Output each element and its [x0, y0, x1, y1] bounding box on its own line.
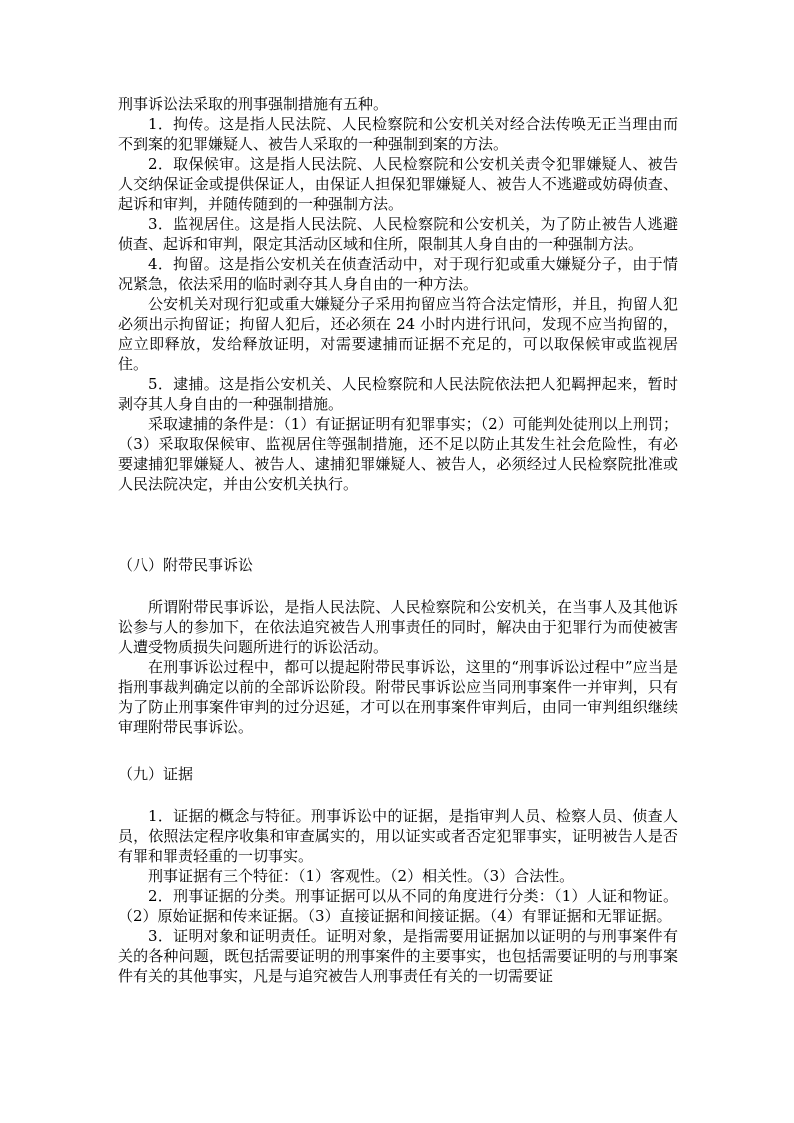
paragraph-evidence-features: 刑事证据有三个特征：（1）客观性。（2）相关性。（3）合法性。: [148, 867, 575, 885]
intro-paragraph: 刑事诉讼法采取的刑事强制措施有五种。: [118, 95, 389, 113]
paragraph-evidence-concept: 1．证据的概念与特征。刑事诉讼中的证据，是指审判人员、检察人员、侦查人员，依照法定程序收集和审查属实的，用以证实或者否定犯罪事实，证明被告人是否有罪和罪责轻重的一切事实。: [118, 807, 678, 865]
section-civil-action: [118, 597, 678, 737]
paragraph-summons: 1．拘传。这是指人民法院、人民检察院和公安机关对经合法传唤无正当理由而不到案的犯罪嫌疑人、被告人采取的一种强制到案的方法。: [118, 115, 678, 153]
paragraph-burden-of-proof: 3．证明对象和证明责任。证明对象，是指需要用证据加以证明的与刑事案件有关的各种问题，既包括需要证明的刑事案件的主要事实，也包括需要证明的与刑事案件有关的其他事实，凡是与追究被告人刑事责任有关的一切需要证: [118, 927, 678, 985]
paragraph-residential-surveillance: 3．监视居住。这是指人民法院、人民检察院和公安机关，为了防止被告人逃避侦查、起诉和审判，限定其活动区域和住所，限制其人身自由的一种强制方法。: [118, 215, 678, 253]
paragraph-arrest-conditions: 采取逮捕的条件是：（1）有证据证明有犯罪事实；（2）可能判处徒刑以上刑罚；（3）采取取保候审、监视居住等强制措施，还不足以防止其发生社会危险性，有必要逮捕犯罪嫌疑人、被告人、逮捕犯罪嫌疑人、被告人，必须经过人民检察院批准或人民法院决定，并由公安机关执行。: [118, 415, 678, 493]
section-evidence: [118, 806, 678, 986]
section-coercive-measures: [118, 94, 678, 494]
paragraph-civil-action-process: 在刑事诉讼过程中，都可以提起附带民事诉讼，这里的“刑事诉讼过程中”应当是指刑事裁判确定以前的全部诉讼阶段。附带民事诉讼应当同刑事案件一并审判，只有为了防止刑事案件审判的过分迟延，才可以在刑事案件审判后，由同一审判组织继续审理附带民事诉讼。: [118, 658, 678, 736]
paragraph-arrest: 5．逮捕。这是指公安机关、人民检察院和人民法院依法把人犯羁押起来，暂时剥夺其人身自由的一种强制措施。: [118, 375, 678, 413]
heading-evidence: （九）证据: [118, 765, 194, 783]
paragraph-detention-rules: 公安机关对现行犯或重大嫌疑分子采用拘留应当符合法定情形，并且，拘留人犯必须出示拘留证；拘留人犯后，还必须在 24 小时内进行讯问，发现不应当拘留的，应立即释放，发给释放证明，对需要逮捕而证据不充足的，可以取保候审或监视居住。: [118, 295, 678, 373]
paragraph-detention: 4．拘留。这是指公安机关在侦查活动中，对于现行犯或重大嫌疑分子，由于情况紧急，依法采用的临时剥夺其人身自由的一种方法。: [118, 255, 678, 293]
paragraph-civil-action-definition: 所谓附带民事诉讼，是指人民法院、人民检察院和公安机关，在当事人及其他诉讼参与人的参加下，在依法追究被告人刑事责任的同时，解决由于犯罪行为而使被害人遭受物质损失问题所进行的诉讼活动。: [118, 598, 678, 656]
paragraph-bail: 2．取保候审。这是指人民法院、人民检察院和公安机关责令犯罪嫌疑人、被告人交纳保证金或提供保证人，由保证人担保犯罪嫌疑人、被告人不逃避或妨碍侦查、起诉和审判，并随传随到的一种强制方法。: [118, 155, 678, 213]
heading-civil-action: （八）附带民事诉讼: [118, 556, 254, 574]
paragraph-evidence-classification: 2．刑事证据的分类。刑事证据可以从不同的角度进行分类：（1）人证和物证。（2）原始证据和传来证据。（3）直接证据和间接证据。（4）有罪证据和无罪证据。: [118, 887, 678, 925]
